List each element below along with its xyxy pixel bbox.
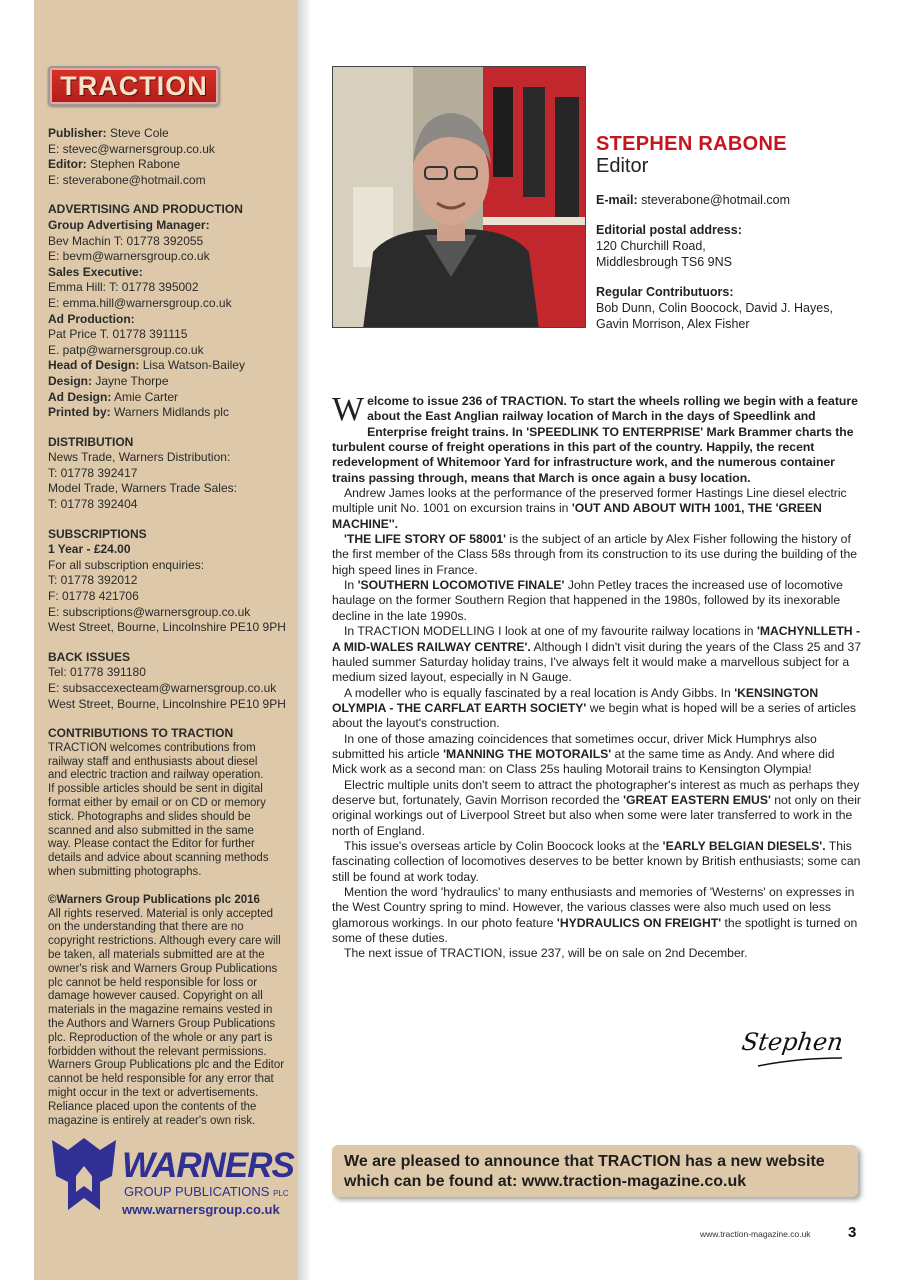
paragraph-text: is the subject of an article by Alex Fisher following the history of the first member of the Class 58s through from its construction to its use during the building of the high speed lines in France. [332, 532, 858, 577]
website-announcement-banner[interactable] [332, 1145, 858, 1197]
paragraph-text: John Petley traces the increased use of locomotive haulage on the former Southern Region that happened in the 1980s, followed by its inexorable decline in the late 1990s. [332, 578, 843, 623]
subscriptions-heading: SUBSCRIPTIONS [48, 526, 147, 541]
article-paragraph [332, 885, 862, 946]
contributions-heading: CONTRIBUTIONS TO TRACTION [48, 726, 234, 741]
subscriptions-line: T: 01778 392012 [48, 573, 138, 588]
ad-design-name: Amie Carter [114, 389, 179, 404]
sales-email[interactable]: E: emma.hill@warnersgroup.co.uk [48, 295, 232, 310]
contributors-line: Gavin Morrison, Alex Fisher [596, 317, 750, 331]
publisher-label: Publisher: [48, 126, 107, 140]
footer-url[interactable]: www.traction-magazine.co.uk [700, 1229, 811, 1239]
head-design-label: Head of Design: [48, 358, 140, 373]
editor-email-value[interactable]: steverabone@hotmail.com [641, 193, 791, 207]
contributors-label: Regular Contributuors: [596, 285, 734, 299]
article-title-highlight: 'HYDRAULICS ON FREIGHT' [556, 915, 722, 930]
sales-label: Sales Executive: [48, 264, 143, 279]
contributions-line: scanned and also submitted in the same [48, 824, 254, 837]
distribution-line: Model Trade, Warners Trade Sales: [48, 481, 237, 496]
warners-logo[interactable] [48, 1136, 294, 1222]
contributors-line: Bob Dunn, Colin Boocock, David J. Hayes, [596, 301, 833, 315]
copyright-line: copyright restrictions. Although every care will [48, 935, 281, 948]
copyright-line: Warners Group Publications plc and the Editor [48, 1059, 285, 1072]
copyright-line: materials in the magazine remains vested in [48, 1004, 273, 1017]
paragraph-text: Electric multiple units don't seem to attract the photographer's interest as much as perhaps they deserve but, fortunately, Gavin Morrison recorded the [332, 777, 860, 807]
article-paragraph [332, 732, 862, 778]
warners-url[interactable]: www.warnersgroup.co.uk [122, 1202, 280, 1217]
warners-wordmark: WARNERS [122, 1146, 294, 1185]
editor-label: Editor: [48, 157, 87, 172]
article-title-highlight: 'MANNING THE MOTORAILS' [443, 746, 612, 761]
lead-text: elcome to issue 236 of TRACTION. To start the wheels rolling we begin with a feature about the East Anglian railway location of March in the days of Speedlink and Enterprise freight trains. In [367, 394, 858, 439]
editor-photo [332, 66, 586, 328]
paragraph-text: Although I didn't visit during the years of the Class 25 and 37 hauled summer Saturday holiday trains, I've always felt it would make a marvellous subject for a medium sized layout, especially in N Gauge. [332, 639, 862, 685]
article-paragraph [332, 686, 862, 732]
ad-manager-label: Group Advertising Manager: [48, 217, 210, 232]
copyright-line: cannot be held responsible for any error that [48, 1073, 274, 1086]
paragraph-text: not only on their original workings out of Liverpool Street but also when some were later transferred to work in the north of England. [332, 792, 861, 838]
back-issues-line: Tel: 01778 391180 [48, 665, 146, 680]
back-issues-email[interactable]: E: subsaccexecteam@warnersgroup.co.uk [48, 681, 277, 695]
contributors-block [596, 284, 886, 332]
article-paragraph [332, 624, 862, 685]
paragraph-text: This issue's overseas article by Colin Boocock looks at the [344, 838, 663, 853]
article-paragraph [332, 839, 862, 885]
advertising-heading: ADVERTISING AND PRODUCTION [48, 202, 243, 217]
design-label: Design: [48, 373, 93, 388]
contributions-line: way. Please contact the Editor for further [48, 838, 255, 851]
copyright-line: Reliance placed upon the contents of the [48, 1100, 257, 1113]
copyright-line: magazine is entirely at reader's own risk. [48, 1114, 256, 1127]
ad-manager-line: Bev Machin T: 01778 392055 [48, 233, 204, 248]
article-paragraph: The next issue of TRACTION, issue 237, will be on sale on 2nd December. [344, 946, 748, 961]
editor-signature [738, 1018, 848, 1074]
ad-production-label: Ad Production: [48, 311, 135, 326]
paragraph-text: In one of those amazing coincidences that sometimes occur, driver Mick Humphrys also submitted his article [332, 731, 817, 761]
warners-emblem-icon [48, 1136, 120, 1216]
article-paragraph [332, 778, 862, 839]
traction-logo[interactable]: TRACTION [48, 66, 220, 106]
editor-email[interactable]: E: steverabone@hotmail.com [48, 172, 206, 187]
printed-name: Warners Midlands plc [114, 405, 229, 420]
article-paragraph [332, 578, 862, 624]
contributions-line: when submitting photographs. [48, 865, 202, 878]
signature-text: Stephen [740, 1028, 845, 1056]
page-number: 3 [848, 1224, 857, 1241]
distribution-heading: DISTRIBUTION [48, 434, 134, 449]
article-title-highlight: 'EARLY BELGIAN DIESELS'. [662, 838, 826, 853]
contributions-line: TRACTION welcomes contributions from [48, 741, 256, 754]
paragraph-text: Andrew James looks at the performance of the preserved former Hastings Line diesel electric multiple unit No. 1001 on excursion trains in [332, 486, 847, 516]
printed-label: Printed by: [48, 405, 111, 420]
contributions-line: If possible articles should be sent in digital [48, 783, 263, 796]
subscriptions-email[interactable]: E: subscriptions@warnersgroup.co.uk [48, 604, 251, 619]
ad-production-line: Pat Price T. 01778 391115 [48, 327, 188, 342]
editor-email-label: E-mail: [596, 193, 638, 207]
publisher-name: Steve Cole [110, 126, 169, 140]
drop-cap: W [332, 391, 365, 428]
editor-name: Stephen Rabone [90, 157, 181, 172]
subscriptions-line: For all subscription enquiries: [48, 557, 205, 572]
copyright-line: forbidden without the relevant permissions. [48, 1045, 267, 1058]
head-design-name: Lisa Watson-Bailey [142, 358, 245, 373]
warners-plc: PLC [273, 1189, 289, 1198]
publisher-email[interactable]: E: stevec@warnersgroup.co.uk [48, 141, 215, 156]
distribution-line: News Trade, Warners Distribution: [48, 450, 231, 465]
signature-underline-icon [738, 1018, 848, 1074]
paragraph-text: A modeller who is equally fascinated by a real location is Andy Gibbs. In [344, 685, 735, 700]
postal-label: Editorial postal address: [596, 223, 742, 237]
distribution-line: T: 01778 392417 [48, 465, 138, 480]
paragraph-text: In [344, 578, 358, 593]
ad-design-label: Ad Design: [48, 389, 112, 404]
back-issues-line: West Street, Bourne, Lincolnshire PE10 9PH [48, 696, 286, 711]
masthead-credits [48, 126, 293, 1128]
copyright-line: on the understanding that there are no [48, 921, 244, 934]
copyright-line: damage however caused. Copyright on all [48, 990, 263, 1003]
banner-line: which can be found at: www.traction-magazine.co.uk [344, 1172, 747, 1190]
article-title-highlight: 'THE LIFE STORY OF 58001' [344, 532, 507, 547]
contributions-line: details and advice about scanning methods [48, 852, 269, 865]
back-issues-heading: BACK ISSUES [48, 649, 131, 664]
article-title-highlight: 'GREAT EASTERN EMUS' [623, 792, 771, 807]
paragraph-text: Mention the word 'hydraulics' to many enthusiasts and memories of 'Westerns' on expresses in the West Country spring to mind. However, the various classes were also much used on less glamorous workings. In our photo feature [332, 885, 855, 930]
editor-email-block [596, 192, 886, 208]
copyright-line: plc. Reproduction of the whole or any part is [48, 1031, 273, 1044]
editor-postal-block [596, 222, 886, 270]
sidebar-shadow [297, 0, 311, 1280]
article-paragraph [332, 486, 862, 532]
editor-role: Editor [596, 155, 649, 177]
sales-line: Emma Hill: T: 01778 395002 [48, 280, 199, 295]
editor-portrait-icon [333, 67, 586, 328]
copyright-line: be taken, all materials submitted are at the [48, 948, 265, 961]
copyright-heading: ©Warners Group Publications plc 2016 [48, 893, 260, 906]
article-title-highlight: 'OUT AND ABOUT WITH 1001, THE 'GREEN MACHINE''. [332, 501, 822, 531]
article-title-highlight: 'KENSINGTON OLYMPIA - THE CARFLAT EARTH SOCIETY' [332, 685, 819, 715]
banner-line: We are pleased to announce that TRACTION has a new website [344, 1153, 825, 1170]
editorial-article [332, 391, 862, 962]
article-title-highlight: 'MACHYNLLETH - A MID-WALES RAILWAY CENTRE'. [332, 624, 861, 654]
design-name: Jayne Thorpe [95, 373, 169, 388]
lead-highlight: 'SPEEDLINK TO ENTERPRISE' [526, 424, 704, 439]
warners-sub-text: GROUP PUBLICATIONS [124, 1184, 270, 1199]
distribution-line: T: 01778 392404 [48, 497, 138, 512]
contributions-line: and electric traction and railway operation. [48, 769, 264, 782]
paragraph-text: the spotlight is turned on some of these duties. [332, 915, 858, 946]
postal-line: 120 Churchill Road, [596, 239, 706, 253]
paragraph-text: In TRACTION MODELLING I look at one of my favourite railway locations in [344, 624, 757, 639]
warners-subtitle [124, 1184, 289, 1199]
copyright-line: the Authors and Warners Group Publications [48, 1017, 276, 1030]
copyright-line: All rights reserved. Material is only accepted [48, 907, 273, 920]
contributions-line: stick. Photographs and slides should be [48, 810, 251, 823]
article-title-highlight: 'SOUTHERN LOCOMOTIVE FINALE' [357, 578, 565, 593]
subscriptions-line: West Street, Bourne, Lincolnshire PE10 9PH [48, 620, 286, 635]
lead-text: Mark Brammer charts the turbulent course of freight operations in this part of the country. Happily, the recent redevelopment of Whitemoor Yard for infrastructure work, and the numerous container trains passing through, means that March is once again a busy location. [332, 424, 854, 485]
contributions-line: format either by email or on CD or memory [48, 796, 266, 809]
paragraph-text: at the same time as Andy. And where did Mick work as a second man: on Class 25s hauling Motorail trains to Kensington Olympia! [332, 746, 835, 777]
copyright-line: might occur in the text or advertisements. [48, 1086, 259, 1099]
subscriptions-price: 1 Year - £24.00 [48, 542, 131, 557]
paragraph-text: This fascinating collection of locomotives deserves to be better known by British enthusiasts; some can still be found at work today. [332, 838, 861, 884]
ad-production-email[interactable]: E. patp@warnersgroup.co.uk [48, 342, 204, 357]
ad-manager-email[interactable]: E: bevm@warnersgroup.co.uk [48, 249, 210, 264]
editor-name-heading: STEPHEN RABONE [596, 133, 787, 155]
paragraph-text: we begin what is hoped will be a series of articles about the layout's construction. [332, 700, 856, 731]
article-paragraph [332, 532, 862, 578]
lead-paragraph [332, 391, 862, 486]
copyright-line: owner's risk and Warners Group Publications [48, 962, 278, 975]
subscriptions-line: F: 01778 421706 [48, 589, 139, 604]
postal-line: Middlesbrough TS6 9NS [596, 255, 732, 269]
copyright-line: plc cannot be held responsible for loss or [48, 976, 258, 989]
contributions-line: railway staff and enthusiasts about diesel [48, 755, 258, 768]
